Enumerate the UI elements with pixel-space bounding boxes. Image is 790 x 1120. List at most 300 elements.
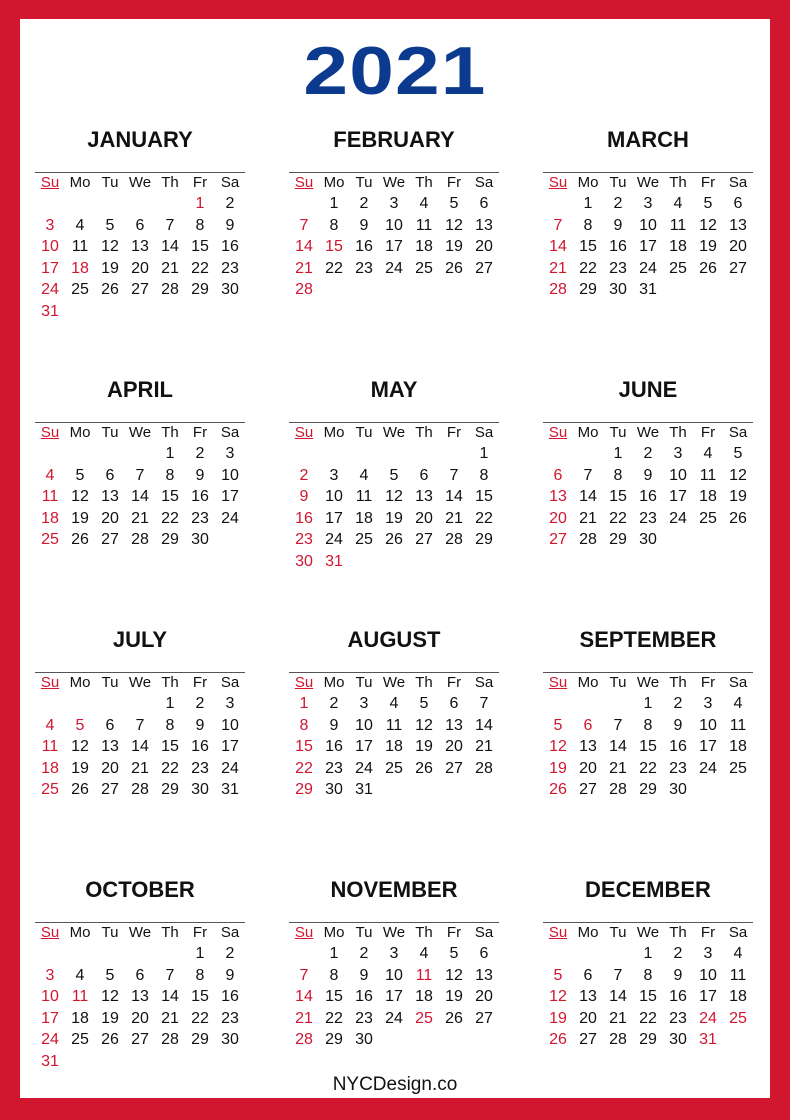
day-cell: 9 [195, 716, 205, 734]
day-cell: 18 [729, 738, 747, 755]
day-cell: 12 [415, 716, 433, 734]
day-cell: 28 [295, 1031, 313, 1048]
day-cell: 19 [729, 488, 747, 505]
week-row [35, 986, 245, 1008]
day-cell: 14 [295, 988, 313, 1005]
week-row [289, 736, 499, 758]
day-cell: 30 [191, 781, 209, 798]
week-row [543, 508, 753, 530]
week-row [289, 258, 499, 280]
day-cell [185, 301, 215, 323]
day-cell: 10 [221, 466, 239, 484]
day-cell: 27 [579, 1031, 597, 1048]
weekday-header: Fr [693, 923, 723, 944]
day-cell [125, 443, 155, 465]
day-cell: 21 [161, 259, 179, 277]
weekday-header: Sa [215, 423, 245, 444]
day-cell [379, 1029, 409, 1051]
day-cell [439, 551, 469, 573]
day-cell: 30 [669, 781, 687, 798]
day-cell [95, 443, 125, 465]
day-cell: 18 [385, 738, 403, 755]
weekday-header: Sa [723, 923, 753, 944]
day-cell: 22 [475, 509, 493, 527]
day-cell [35, 193, 65, 215]
day-cell: 13 [475, 216, 493, 234]
day-cell: 18 [71, 1009, 89, 1027]
day-cell: 9 [613, 216, 623, 234]
day-cell [319, 443, 349, 465]
day-cell: 18 [729, 988, 747, 1005]
day-cell: 1 [643, 945, 653, 962]
day-cell: 1 [165, 695, 175, 712]
day-cell: 2 [359, 945, 369, 962]
month-grid [35, 172, 245, 322]
day-cell: 7 [135, 716, 145, 734]
day-cell: 10 [699, 716, 717, 734]
day-cell [289, 943, 319, 965]
day-cell [95, 693, 125, 715]
month-name: JANUARY [87, 127, 193, 152]
month-name: SEPTEMBER [579, 627, 717, 652]
month-april [35, 378, 245, 598]
day-cell [663, 529, 693, 551]
day-cell: 6 [419, 466, 429, 484]
day-cell: 15 [639, 988, 657, 1005]
week-row [35, 1029, 245, 1051]
day-cell: 3 [45, 966, 55, 984]
day-cell: 14 [131, 738, 149, 755]
day-cell: 10 [325, 488, 343, 505]
day-cell: 6 [479, 945, 489, 962]
day-cell: 3 [673, 445, 683, 462]
day-cell [125, 693, 155, 715]
day-cell: 21 [131, 509, 149, 527]
day-cell: 13 [475, 966, 493, 984]
day-cell: 15 [161, 488, 179, 505]
day-cell: 19 [415, 738, 433, 755]
day-cell: 6 [105, 716, 115, 734]
day-cell [155, 193, 185, 215]
day-cell: 11 [355, 488, 373, 505]
day-cell: 6 [135, 216, 145, 234]
day-cell: 13 [131, 988, 149, 1005]
day-cell: 3 [359, 695, 369, 712]
day-cell: 8 [479, 466, 489, 484]
day-cell: 6 [105, 466, 115, 484]
day-cell: 23 [295, 531, 313, 548]
day-cell [439, 279, 469, 301]
day-cell: 27 [475, 259, 493, 277]
day-cell: 3 [389, 195, 399, 212]
weekday-header: We [633, 673, 663, 694]
month-july [35, 628, 245, 848]
day-cell: 28 [131, 781, 149, 798]
day-cell: 3 [329, 466, 339, 484]
day-cell: 3 [643, 195, 653, 212]
day-cell: 22 [191, 1009, 209, 1027]
day-cell: 30 [221, 281, 239, 298]
weekday-header: Tu [95, 173, 125, 194]
day-cell: 8 [165, 716, 175, 734]
day-cell: 7 [613, 966, 623, 984]
day-cell: 5 [75, 716, 85, 734]
day-cell: 14 [161, 238, 179, 255]
month-name: NOVEMBER [330, 877, 458, 902]
day-cell: 29 [161, 781, 179, 798]
day-cell [469, 551, 499, 573]
year-title: 2021 [303, 33, 487, 109]
day-cell: 14 [445, 488, 463, 505]
day-cell: 23 [609, 259, 627, 277]
day-cell [155, 301, 185, 323]
day-cell: 23 [355, 1009, 373, 1027]
day-cell: 30 [191, 531, 209, 548]
day-cell: 22 [639, 1009, 657, 1027]
day-cell: 11 [71, 988, 89, 1005]
week-row [289, 508, 499, 530]
day-cell: 14 [475, 716, 493, 734]
week-row [289, 1029, 499, 1051]
week-row [543, 215, 753, 237]
day-cell: 22 [639, 759, 657, 777]
week-row [289, 551, 499, 573]
week-row [543, 1008, 753, 1030]
week-row [35, 236, 245, 258]
day-cell [723, 779, 753, 801]
day-cell: 17 [385, 238, 403, 255]
day-cell: 12 [699, 216, 717, 234]
day-cell: 1 [643, 695, 653, 712]
day-cell: 13 [131, 238, 149, 255]
day-cell: 16 [609, 238, 627, 255]
day-cell: 18 [355, 509, 373, 527]
day-cell: 14 [609, 988, 627, 1005]
week-row [543, 443, 753, 465]
day-cell [65, 193, 95, 215]
day-cell: 6 [479, 195, 489, 212]
day-cell: 23 [325, 759, 343, 777]
weekday-header: Th [663, 173, 693, 194]
weekday-header: Su [543, 423, 573, 444]
weekday-header: Mo [573, 173, 603, 194]
weekday-header: Tu [95, 923, 125, 944]
month-october [35, 878, 245, 1098]
day-cell: 11 [669, 216, 687, 234]
day-cell [379, 279, 409, 301]
day-cell: 24 [355, 759, 373, 777]
day-cell: 26 [445, 1009, 463, 1027]
week-row [35, 1008, 245, 1030]
month-name: OCTOBER [85, 877, 195, 902]
weekday-header-row [289, 423, 499, 444]
weekday-header: Tu [603, 423, 633, 444]
day-cell: 4 [75, 966, 85, 984]
day-cell: 2 [673, 945, 683, 962]
day-cell: 23 [669, 759, 687, 777]
day-cell: 15 [639, 738, 657, 755]
day-cell: 28 [609, 781, 627, 798]
day-cell: 9 [359, 966, 369, 984]
day-cell [543, 693, 573, 715]
day-cell: 7 [449, 466, 459, 484]
weekday-header: We [125, 173, 155, 194]
day-cell: 5 [553, 716, 563, 734]
day-cell: 19 [71, 509, 89, 527]
day-cell: 28 [161, 1031, 179, 1048]
day-cell: 5 [419, 695, 429, 712]
day-cell [693, 279, 723, 301]
day-cell: 5 [449, 195, 459, 212]
day-cell: 6 [733, 195, 743, 212]
day-cell [543, 193, 573, 215]
day-cell: 31 [325, 552, 343, 570]
weekday-header-row [543, 423, 753, 444]
day-cell: 29 [639, 1031, 657, 1048]
month-grid [289, 172, 499, 301]
day-cell: 10 [699, 966, 717, 984]
day-cell: 1 [479, 445, 489, 462]
weekday-header: Su [289, 923, 319, 944]
weekday-header: Sa [723, 173, 753, 194]
day-cell: 29 [191, 281, 209, 298]
weekday-header: Fr [439, 923, 469, 944]
day-cell: 6 [583, 716, 593, 734]
week-row [35, 758, 245, 780]
day-cell: 20 [729, 238, 747, 255]
day-cell: 7 [479, 695, 489, 712]
day-cell: 22 [325, 1009, 343, 1027]
day-cell: 30 [669, 1031, 687, 1048]
day-cell: 10 [385, 966, 403, 984]
day-cell: 8 [613, 466, 623, 484]
day-cell: 2 [195, 695, 205, 712]
day-cell [723, 279, 753, 301]
weekday-header: Mo [65, 423, 95, 444]
week-row [289, 193, 499, 215]
day-cell [35, 943, 65, 965]
weekday-header: Mo [65, 173, 95, 194]
day-cell: 18 [699, 488, 717, 505]
day-cell: 19 [101, 259, 119, 277]
weekday-header: Mo [573, 673, 603, 694]
day-cell: 6 [583, 966, 593, 984]
day-cell: 15 [191, 988, 209, 1005]
day-cell: 13 [445, 716, 463, 734]
week-row [289, 965, 499, 987]
day-cell: 23 [221, 1009, 239, 1027]
day-cell: 2 [643, 445, 653, 462]
weekday-header: Tu [95, 673, 125, 694]
weekday-header: Sa [469, 423, 499, 444]
weekday-header: Tu [95, 423, 125, 444]
day-cell: 8 [643, 966, 653, 984]
weekday-header: Fr [185, 423, 215, 444]
day-cell: 9 [673, 966, 683, 984]
day-cell: 7 [165, 966, 175, 984]
day-cell: 2 [613, 195, 623, 212]
day-cell: 16 [191, 488, 209, 505]
week-row [289, 758, 499, 780]
day-cell: 24 [325, 531, 343, 548]
weekday-header: Tu [349, 173, 379, 194]
day-cell: 10 [41, 238, 59, 255]
week-row [289, 693, 499, 715]
day-cell: 16 [221, 988, 239, 1005]
day-cell: 8 [643, 716, 653, 734]
weekday-header: Fr [439, 173, 469, 194]
day-cell: 28 [549, 281, 567, 298]
day-cell: 28 [609, 1031, 627, 1048]
day-cell: 30 [639, 531, 657, 548]
day-cell: 8 [583, 216, 593, 234]
day-cell: 29 [475, 531, 493, 548]
day-cell: 28 [131, 531, 149, 548]
day-cell: 31 [639, 281, 657, 298]
week-row [35, 193, 245, 215]
month-june [543, 378, 753, 598]
day-cell: 3 [703, 695, 713, 712]
day-cell: 21 [445, 509, 463, 527]
day-cell: 1 [195, 945, 205, 962]
day-cell: 12 [385, 488, 403, 505]
day-cell: 7 [135, 466, 145, 484]
weekday-header: We [379, 173, 409, 194]
day-cell: 17 [221, 738, 239, 755]
day-cell: 17 [699, 988, 717, 1005]
month-grid [543, 922, 753, 1051]
week-row [289, 529, 499, 551]
day-cell [319, 279, 349, 301]
week-row [289, 486, 499, 508]
month-september [543, 628, 753, 848]
day-cell: 17 [639, 238, 657, 255]
day-cell [95, 301, 125, 323]
day-cell: 4 [45, 716, 55, 734]
weekday-header: Tu [603, 173, 633, 194]
day-cell: 19 [445, 238, 463, 255]
day-cell: 24 [221, 509, 239, 527]
day-cell: 12 [549, 988, 567, 1005]
week-row [543, 965, 753, 987]
day-cell: 10 [639, 216, 657, 234]
day-cell: 2 [225, 945, 235, 962]
day-cell: 11 [729, 966, 747, 984]
day-cell: 4 [45, 466, 55, 484]
month-november [289, 878, 499, 1098]
weekday-header-row [543, 173, 753, 194]
day-cell [95, 1051, 125, 1073]
day-cell: 1 [583, 195, 593, 212]
weekday-header: Fr [693, 673, 723, 694]
day-cell [35, 693, 65, 715]
day-cell: 8 [165, 466, 175, 484]
day-cell: 14 [131, 488, 149, 505]
day-cell: 9 [299, 488, 309, 505]
day-cell [155, 1051, 185, 1073]
day-cell: 18 [71, 259, 89, 277]
day-cell: 10 [221, 716, 239, 734]
day-cell: 24 [639, 259, 657, 277]
weekday-header: Su [289, 173, 319, 194]
day-cell: 5 [553, 966, 563, 984]
week-row [35, 693, 245, 715]
day-cell: 21 [609, 759, 627, 777]
day-cell [35, 443, 65, 465]
weekday-header: Fr [693, 173, 723, 194]
day-cell: 11 [41, 488, 59, 505]
day-cell: 26 [699, 259, 717, 277]
weekday-header: Sa [469, 673, 499, 694]
day-cell: 20 [445, 738, 463, 755]
week-row [289, 215, 499, 237]
weekday-header: Th [155, 423, 185, 444]
month-name: JULY [112, 627, 168, 652]
day-cell: 18 [669, 238, 687, 255]
month-name: MARCH [607, 127, 689, 152]
day-cell: 27 [445, 759, 463, 777]
day-cell: 13 [579, 738, 597, 755]
day-cell: 10 [355, 716, 373, 734]
month-name: AUGUST [347, 627, 441, 652]
day-cell: 2 [195, 445, 205, 462]
day-cell [95, 943, 125, 965]
day-cell: 15 [609, 488, 627, 505]
day-cell: 4 [733, 695, 743, 712]
week-row [289, 779, 499, 801]
day-cell [409, 551, 439, 573]
day-cell: 29 [639, 781, 657, 798]
day-cell: 26 [445, 259, 463, 277]
day-cell [125, 943, 155, 965]
month-february [289, 128, 499, 348]
day-cell: 9 [225, 966, 235, 984]
day-cell: 12 [445, 216, 463, 234]
day-cell: 19 [445, 988, 463, 1005]
day-cell: 14 [579, 488, 597, 505]
weekday-header: Th [409, 923, 439, 944]
month-grid [35, 922, 245, 1072]
weekday-header: Th [663, 423, 693, 444]
day-cell: 27 [579, 781, 597, 798]
day-cell: 20 [131, 259, 149, 277]
day-cell: 16 [639, 488, 657, 505]
week-row [543, 693, 753, 715]
day-cell: 1 [299, 695, 309, 712]
day-cell: 22 [325, 259, 343, 277]
day-cell: 8 [195, 966, 205, 984]
day-cell: 13 [101, 738, 119, 755]
weekday-header: Sa [723, 423, 753, 444]
weekday-header: Su [543, 173, 573, 194]
day-cell: 17 [355, 738, 373, 755]
day-cell: 26 [729, 509, 747, 527]
weekday-header: Su [543, 673, 573, 694]
day-cell: 13 [101, 488, 119, 505]
month-grid [35, 422, 245, 551]
weekday-header: We [379, 423, 409, 444]
day-cell: 17 [325, 509, 343, 527]
weekday-header: Su [35, 423, 65, 444]
week-row [35, 943, 245, 965]
day-cell: 15 [191, 238, 209, 255]
day-cell: 1 [329, 945, 339, 962]
month-name: MAY [370, 377, 418, 402]
day-cell: 28 [445, 531, 463, 548]
day-cell: 20 [475, 238, 493, 255]
day-cell [379, 551, 409, 573]
weekday-header: We [379, 923, 409, 944]
